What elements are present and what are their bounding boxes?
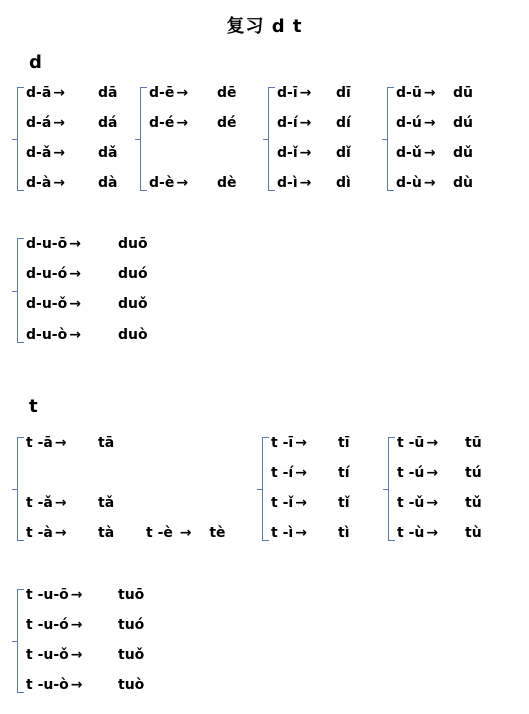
drill-row <box>149 83 237 103</box>
arrow-icon: → <box>69 327 81 343</box>
drill-row <box>26 264 148 284</box>
drill-row <box>277 173 351 193</box>
drill-row <box>26 143 118 163</box>
drill-result: tí <box>338 465 350 481</box>
arrow-icon: → <box>53 85 66 101</box>
drill-source: d-u-ò <box>26 327 68 343</box>
drill-row <box>26 675 145 695</box>
drill-row <box>26 83 118 103</box>
drill-result: tǔ <box>465 495 482 511</box>
drill-source: d-é <box>149 115 175 131</box>
drill-result: duó <box>118 266 148 282</box>
brace-bracket <box>17 238 24 343</box>
drill-result: dǎ <box>98 145 118 161</box>
arrow-icon: → <box>176 175 189 191</box>
drill-row <box>396 113 473 133</box>
brace-bracket <box>17 87 24 191</box>
drill-source: d-ē <box>149 85 175 101</box>
drill-source: t -ù <box>397 525 425 541</box>
drill-group <box>262 437 402 541</box>
drill-source: t -ū <box>397 435 425 451</box>
drill-row <box>396 83 473 103</box>
drill-source: d-ú <box>396 115 422 131</box>
drill-result: duò <box>118 327 148 343</box>
drill-row <box>26 234 148 254</box>
arrow-icon: → <box>53 115 66 131</box>
drill-row <box>26 615 145 635</box>
drill-result: dù <box>453 175 473 191</box>
drill-source: d-í <box>277 115 298 131</box>
arrow-icon: → <box>70 677 83 693</box>
drill-source: t -ǎ <box>26 495 53 511</box>
drill-source: d-ì <box>277 175 298 191</box>
arrow-icon: → <box>70 617 83 633</box>
drill-result: dǔ <box>453 145 473 161</box>
drill-row <box>397 463 482 483</box>
drill-result: dè <box>217 175 237 191</box>
drill-result: dá <box>98 115 118 131</box>
arrow-icon: → <box>423 85 436 101</box>
drill-row <box>26 294 148 314</box>
drill-source: t -u-ǒ <box>26 647 69 663</box>
drill-row <box>277 83 351 103</box>
drill-source: d-ā <box>26 85 52 101</box>
drill-result: tā <box>98 435 115 451</box>
drill-group <box>388 437 528 541</box>
drill-result: tuó <box>118 617 145 633</box>
drill-source: d-ū <box>396 85 422 101</box>
arrow-icon: → <box>299 85 312 101</box>
drill-source: t -í <box>271 465 294 481</box>
drill-result: dà <box>98 175 118 191</box>
drill-row <box>26 173 118 193</box>
drill-source: d-u-ǒ <box>26 296 68 312</box>
drill-source: t -ī <box>271 435 294 451</box>
drill-result: dí <box>336 115 351 131</box>
arrow-icon: → <box>426 465 439 481</box>
drill-source: t -ǐ <box>271 495 294 511</box>
drill-row <box>277 113 351 133</box>
arrow-icon: → <box>70 647 83 663</box>
drill-result: dú <box>453 115 473 131</box>
drill-row <box>397 523 482 543</box>
arrow-icon: → <box>54 495 67 511</box>
arrow-icon: → <box>295 435 307 451</box>
drill-source: t -ā <box>26 435 53 451</box>
drill-source: d-à <box>26 175 52 191</box>
page-title: 复习 d t <box>226 16 303 37</box>
drill-group <box>17 589 157 693</box>
drill-source: d-è <box>149 175 175 191</box>
drill-source: t -u-ō <box>26 587 69 603</box>
arrow-icon: → <box>54 525 67 541</box>
arrow-icon: → <box>69 236 81 252</box>
drill-result: tì <box>338 525 350 541</box>
drill-source: d-ī <box>277 85 298 101</box>
brace-bracket <box>387 87 394 191</box>
drill-result: tuǒ <box>118 647 145 663</box>
arrow-icon: → <box>179 525 192 541</box>
drill-source: d-ǎ <box>26 145 52 161</box>
drill-result: dé <box>217 115 237 131</box>
section-label-d: d <box>29 52 42 73</box>
drill-result: tū <box>465 435 482 451</box>
drill-row <box>277 143 351 163</box>
drill-source: t -ú <box>397 465 425 481</box>
drill-result: tú <box>465 465 482 481</box>
drill-result: tǎ <box>98 495 115 511</box>
drill-result: dì <box>336 175 351 191</box>
arrow-icon: → <box>426 435 439 451</box>
drill-row <box>271 463 350 483</box>
drill-row <box>26 113 118 133</box>
arrow-icon: → <box>176 85 189 101</box>
drill-source: t -u-ò <box>26 677 69 693</box>
arrow-icon: → <box>70 587 83 603</box>
brace-bracket <box>388 437 395 541</box>
drill-row <box>271 493 350 513</box>
drill-source: d-ù <box>396 175 422 191</box>
arrow-icon: → <box>54 435 67 451</box>
arrow-icon: → <box>295 525 307 541</box>
drill-result: tè <box>209 525 226 541</box>
drill-result: duō <box>118 236 148 252</box>
arrow-icon: → <box>295 465 307 481</box>
arrow-icon: → <box>69 296 81 312</box>
drill-result: tuò <box>118 677 145 693</box>
brace-bracket <box>140 87 147 191</box>
arrow-icon: → <box>69 266 81 282</box>
drill-result: dī <box>336 85 351 101</box>
drill-source: t -u-ó <box>26 617 69 633</box>
drill-row <box>271 433 350 453</box>
drill-source: d-u-ó <box>26 266 68 282</box>
drill-row <box>26 493 115 513</box>
drill-row <box>397 493 482 513</box>
drill-group <box>17 238 157 343</box>
drill-group <box>140 87 280 191</box>
brace-bracket <box>268 87 275 191</box>
arrow-icon: → <box>426 525 439 541</box>
drill-row <box>26 585 145 605</box>
arrow-icon: → <box>176 115 189 131</box>
arrow-icon: → <box>299 115 312 131</box>
arrow-icon: → <box>423 175 436 191</box>
arrow-icon: → <box>299 145 312 161</box>
drill-row <box>26 645 145 665</box>
drill-group <box>387 87 527 191</box>
arrow-icon: → <box>423 115 436 131</box>
drill-source: d-ǐ <box>277 145 298 161</box>
brace-bracket <box>17 437 24 541</box>
drill-row <box>26 325 148 345</box>
drill-row <box>149 113 237 133</box>
drill-result: dū <box>453 85 473 101</box>
brace-bracket <box>17 589 24 693</box>
drill-result: tuō <box>118 587 145 603</box>
drill-row <box>26 523 115 543</box>
arrow-icon: → <box>53 145 66 161</box>
drill-source: d-á <box>26 115 52 131</box>
arrow-icon: → <box>423 145 436 161</box>
drill-result: duǒ <box>118 296 148 312</box>
drill-result: dā <box>98 85 118 101</box>
extra-drill-t-e <box>146 525 226 541</box>
brace-bracket <box>262 437 269 541</box>
drill-source: t -ì <box>271 525 294 541</box>
drill-row <box>396 173 473 193</box>
drill-source: t -ǔ <box>397 495 425 511</box>
drill-source: t -è <box>146 525 173 541</box>
arrow-icon: → <box>295 495 307 511</box>
drill-row <box>396 143 473 163</box>
drill-source: d-u-ō <box>26 236 68 252</box>
section-label-t: t <box>29 396 38 417</box>
drill-row <box>397 433 482 453</box>
drill-result: dē <box>217 85 237 101</box>
drill-result: tī <box>338 435 350 451</box>
drill-row <box>149 173 237 193</box>
drill-result: tù <box>465 525 482 541</box>
arrow-icon: → <box>299 175 312 191</box>
drill-result: tǐ <box>338 495 350 511</box>
drill-source: d-ǔ <box>396 145 422 161</box>
arrow-icon: → <box>426 495 439 511</box>
drill-result: tà <box>98 525 115 541</box>
drill-result: dǐ <box>336 145 351 161</box>
drill-row <box>271 523 350 543</box>
drill-row <box>26 433 115 453</box>
drill-source: t -à <box>26 525 53 541</box>
arrow-icon: → <box>53 175 66 191</box>
drill-group <box>17 437 157 541</box>
